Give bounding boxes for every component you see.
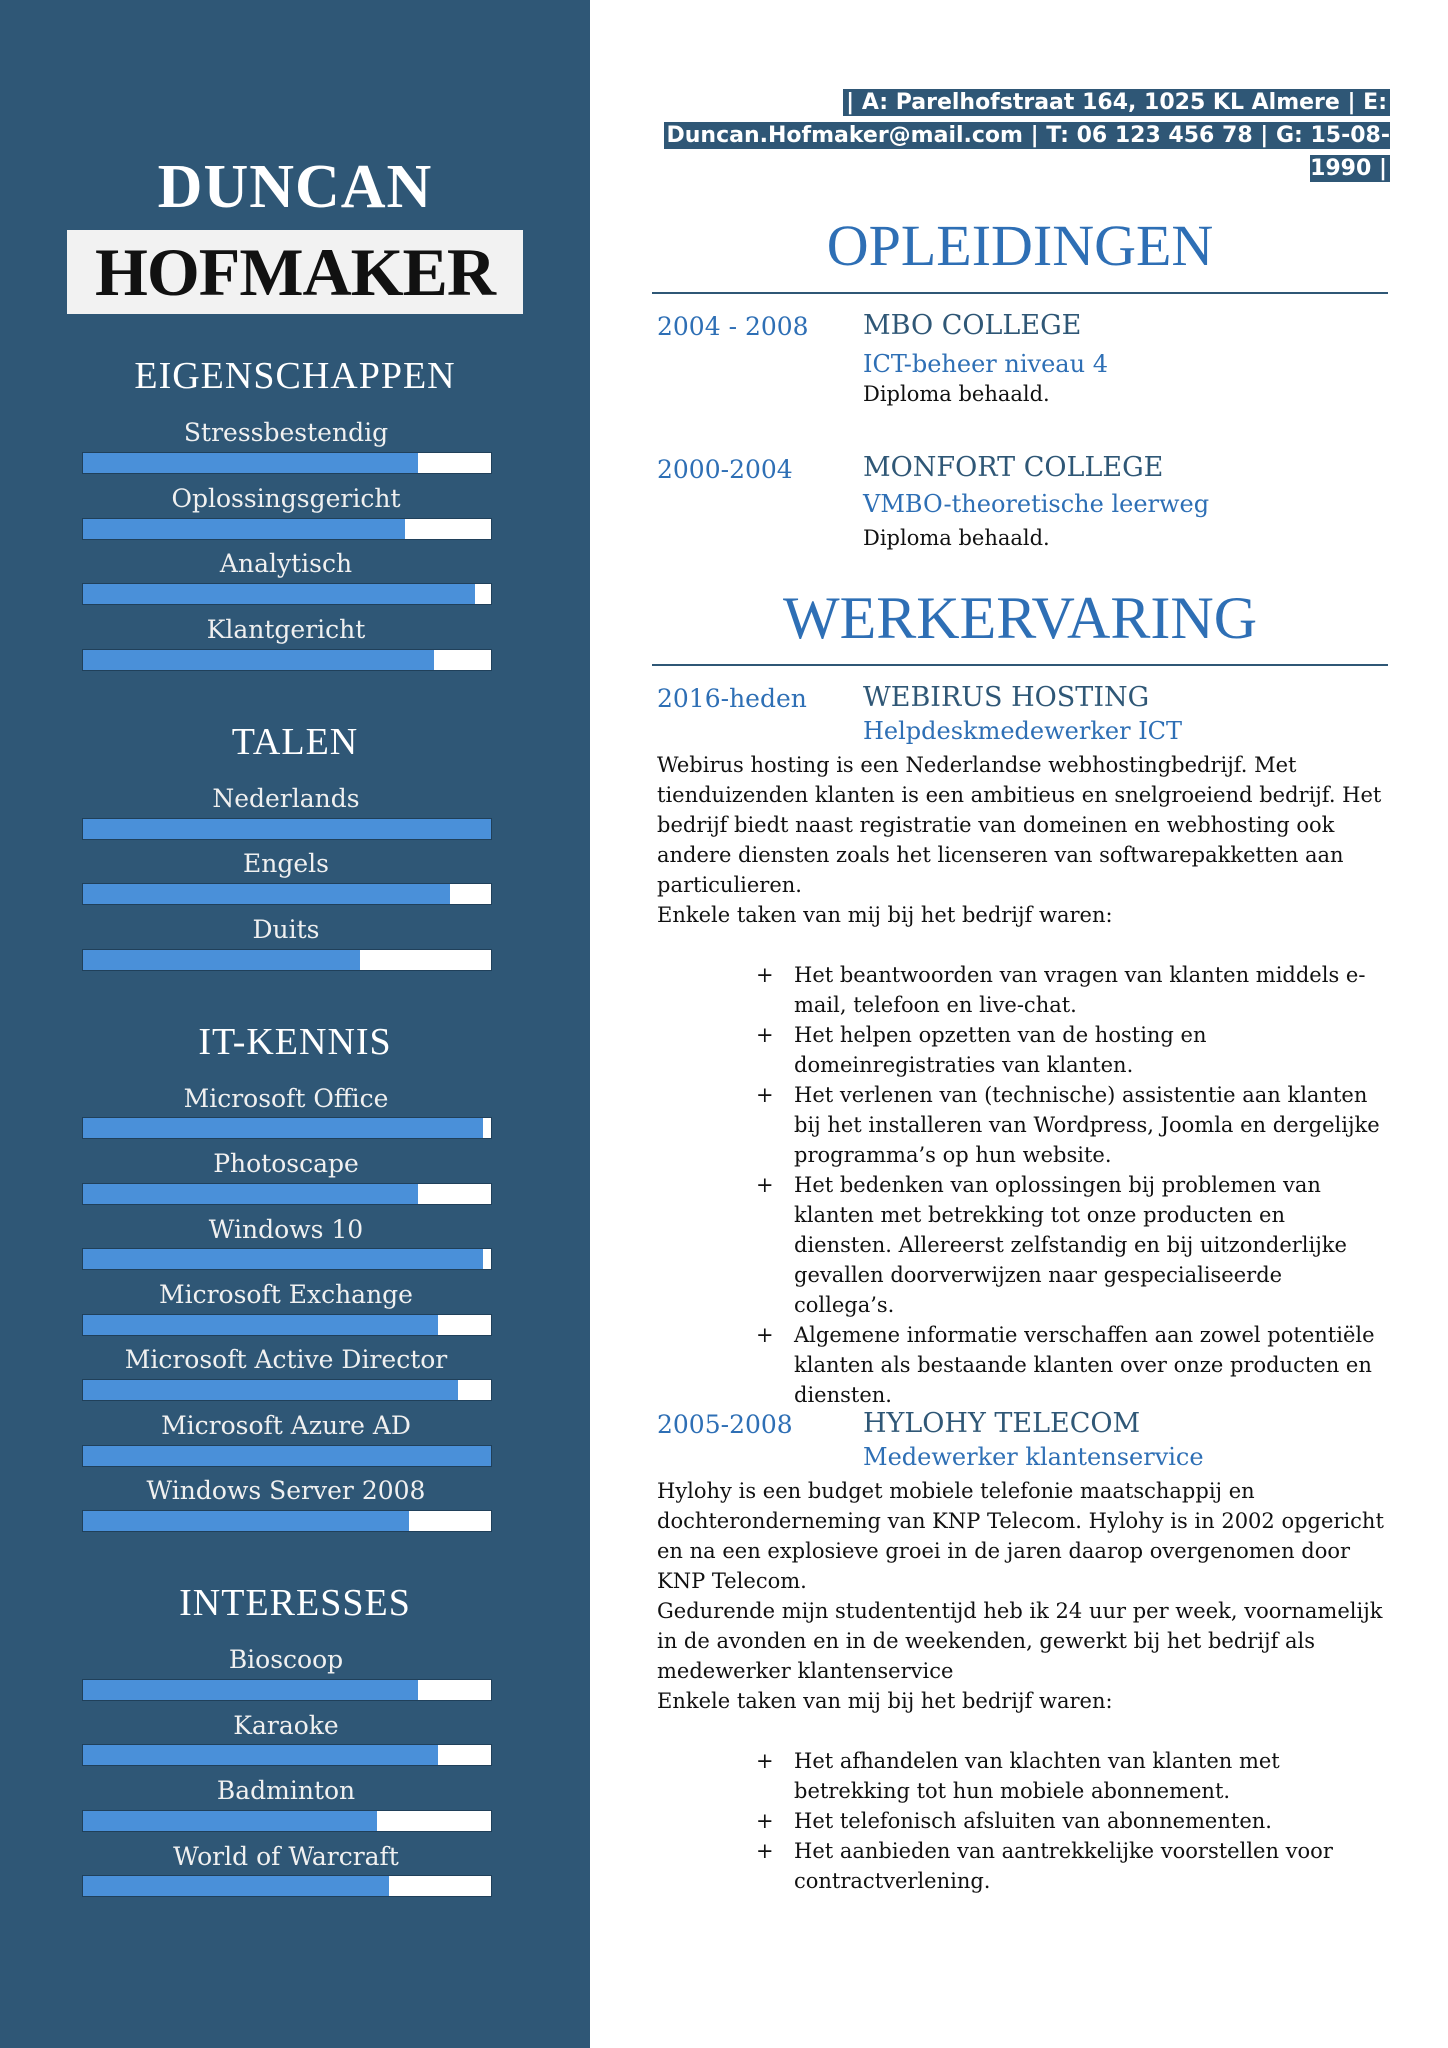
section-divider xyxy=(652,664,1388,666)
skill-bar-fill xyxy=(83,1249,483,1269)
skill-label: Microsoft Active Director xyxy=(124,1345,448,1374)
task-item: + Het helpen opzetten van de hosting en domeinregistraties van klanten. xyxy=(756,1020,1386,1080)
skill-label: Karaoke xyxy=(233,1711,339,1740)
skill-bar-fill xyxy=(83,1184,418,1204)
skill-bar-fill xyxy=(83,1118,483,1138)
skill-bar-fill xyxy=(83,453,418,473)
job-company: WEBIRUS HOSTING xyxy=(863,682,1150,713)
education-program: VMBO-theoretische leerweg xyxy=(863,490,1210,518)
skill-bar xyxy=(82,1248,492,1270)
section-title-werkervaring: WERKERVARING xyxy=(782,585,1258,651)
section-title-eigenschappen: EIGENSCHAPPEN xyxy=(134,355,456,397)
task-item: + Het beantwoorden van vragen van klanten middels e-mail, telefoon en live-chat. xyxy=(756,960,1386,1020)
skill-label: Bioscoop xyxy=(228,1645,344,1674)
skill-label: Oplossingsgericht xyxy=(171,484,401,513)
job-role: Helpdeskmedewerker ICT xyxy=(863,717,1183,745)
skill-bar xyxy=(82,818,492,840)
task-list xyxy=(756,1746,1386,1896)
education-period: 2000-2004 xyxy=(657,455,793,484)
task-item: + Het aanbieden van aantrekkelijke voorstellen voor contractverlening. xyxy=(756,1836,1386,1896)
skill-bar-fill xyxy=(83,1511,409,1531)
skill-label: Duits xyxy=(252,915,320,944)
skill-label: Windows Server 2008 xyxy=(146,1476,426,1505)
section-title-it-kennis: IT-KENNIS xyxy=(198,1021,392,1063)
skill-label: Badminton xyxy=(216,1776,356,1805)
skill-bar-fill xyxy=(83,1745,438,1765)
skill-label: World of Warcraft xyxy=(173,1842,399,1871)
skill-bar xyxy=(82,1183,492,1205)
skill-bar-fill xyxy=(83,584,475,604)
sidebar xyxy=(0,0,590,2048)
skill-bar-fill xyxy=(83,1315,438,1335)
job-role: Medewerker klantenservice xyxy=(863,1443,1204,1471)
skill-label: Microsoft Exchange xyxy=(159,1280,413,1309)
skill-bar xyxy=(82,1117,492,1139)
skill-label: Engels xyxy=(243,849,329,878)
skill-bar-fill xyxy=(83,884,450,904)
skill-bar-fill xyxy=(83,1876,389,1896)
skill-bar xyxy=(82,518,492,540)
skill-bar xyxy=(82,883,492,905)
skill-label: Stressbestendig xyxy=(183,418,389,447)
skill-bar-fill xyxy=(83,1380,458,1400)
tasks-intro: Enkele taken van mij bij het bedrijf waren: xyxy=(657,903,1113,927)
skill-bar-fill xyxy=(83,1680,418,1700)
job-company: HYLOHY TELECOM xyxy=(863,1408,1141,1439)
education-school: MBO COLLEGE xyxy=(863,310,1082,341)
education-period: 2004 - 2008 xyxy=(657,312,809,341)
section-title-interesses: INTERESSES xyxy=(179,1582,411,1624)
skill-bar xyxy=(82,452,492,474)
education-program: ICT-beheer niveau 4 xyxy=(863,350,1108,378)
contact-line-2: Duncan.Hofmaker@mail.com | T: 06 123 456 78 | G: 15-08-1990 | xyxy=(664,122,1391,182)
skill-label: Photoscape xyxy=(213,1149,359,1178)
skill-bar xyxy=(82,1314,492,1336)
section-title-opleidingen: OPLEIDINGEN xyxy=(826,213,1214,278)
task-item: + Algemene informatie verschaffen aan zowel potentiële klanten als bestaande klanten over onze producten en diensten. xyxy=(756,1320,1386,1410)
skill-bar xyxy=(82,1445,492,1467)
skill-label: Analytisch xyxy=(219,549,353,578)
job-description: Webirus hosting is een Nederlandse webhostingbedrijf. Met tienduizenden klanten is een ambitieus en snelgroeiend bedrijf. Het bedrijf biedt naast registratie van domeinen en webhosting ook andere diensten zoals het licenseren van softwarepakketten aan particulieren. xyxy=(657,753,1382,897)
skill-label: Klantgericht xyxy=(206,615,366,644)
job-period: 2005-2008 xyxy=(657,1410,793,1439)
task-list xyxy=(756,960,1386,1410)
skill-bar-fill xyxy=(83,650,434,670)
task-item: + Het verlenen van (technische) assistentie aan klanten bij het installeren van Wordpress, Joomla en dergelijke programma’s op hun website. xyxy=(756,1080,1386,1170)
skill-label: Microsoft Office xyxy=(183,1084,389,1113)
job-period: 2016-heden xyxy=(657,684,807,713)
skill-bar xyxy=(82,949,492,971)
skill-label: Microsoft Azure AD xyxy=(161,1411,411,1440)
skill-bar xyxy=(82,649,492,671)
task-item: + Het afhandelen van klachten van klanten met betrekking tot hun mobiele abonnement. xyxy=(756,1746,1386,1806)
first-name: DUNCAN xyxy=(157,153,433,221)
skill-bar-fill xyxy=(83,519,405,539)
skill-bar xyxy=(82,1379,492,1401)
skill-bar-fill xyxy=(83,950,360,970)
education-note: Diploma behaald. xyxy=(863,382,1050,406)
job-description: Hylohy is een budget mobiele telefonie maatschappij en dochteronderneming van KNP Telecom. Hylohy is in 2002 opgericht en na een explosieve groei in de jaren daarop overgenomen door KNP Telecom. xyxy=(657,1479,1384,1593)
education-school: MONFORT COLLEGE xyxy=(863,452,1164,483)
section-divider xyxy=(652,292,1388,294)
skill-bar xyxy=(82,1679,492,1701)
skill-bar-fill xyxy=(83,1811,377,1831)
skill-bar xyxy=(82,1744,492,1766)
skill-bar-fill xyxy=(83,819,491,839)
task-item: + Het telefonisch afsluiten van abonnementen. xyxy=(756,1806,1386,1836)
job-description-2: Gedurende mijn studententijd heb ik 24 uur per week, voornamelijk in de avonden en in de weekenden, gewerkt bij het bedrijf als medewerker klantenservice xyxy=(657,1599,1383,1683)
contact-line-1: | A: Parelhofstraat 164, 1025 KL Almere | E: xyxy=(843,89,1390,116)
contact-info xyxy=(650,86,1390,185)
skill-bar xyxy=(82,583,492,605)
last-name: HOFMAKER xyxy=(95,234,495,310)
skill-label: Windows 10 xyxy=(208,1215,364,1244)
skill-label: Nederlands xyxy=(212,784,360,813)
skill-bar xyxy=(82,1875,492,1897)
tasks-intro: Enkele taken van mij bij het bedrijf waren: xyxy=(657,1689,1113,1713)
education-note: Diploma behaald. xyxy=(863,526,1050,550)
task-item: + Het bedenken van oplossingen bij problemen van klanten met betrekking tot onze producten en diensten. Allereerst zelfstandig en bij uitzonderlijke gevallen doorverwijzen naar gespecialiseerde collega’s. xyxy=(756,1170,1386,1320)
skill-bar-fill xyxy=(83,1446,491,1466)
skill-bar xyxy=(82,1510,492,1532)
section-title-talen: TALEN xyxy=(231,721,359,763)
skill-bar xyxy=(82,1810,492,1832)
